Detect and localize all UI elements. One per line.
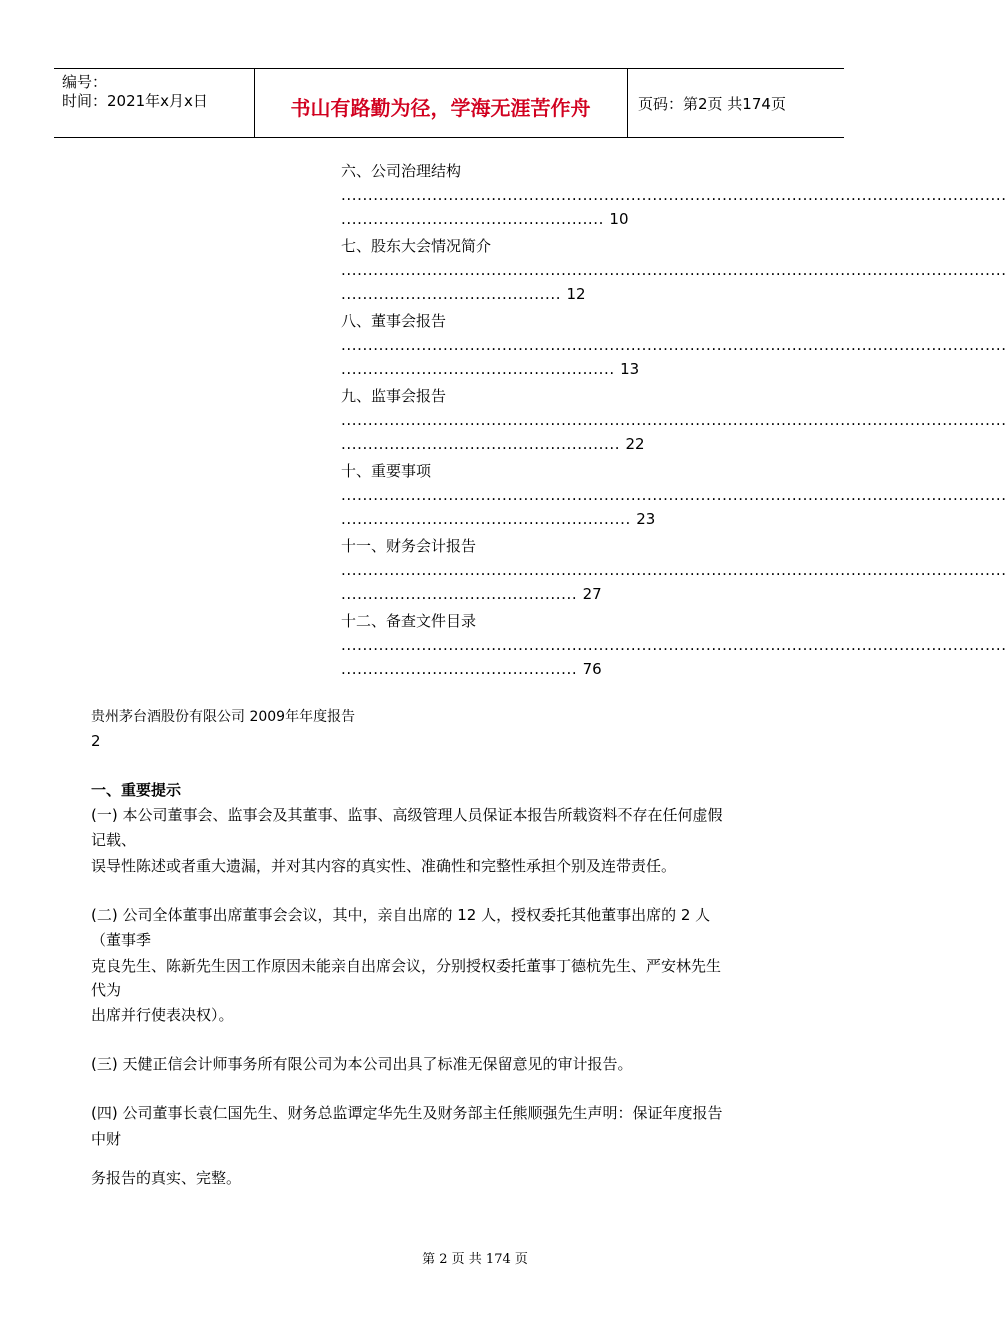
toc-entry-title: 十二、备查文件目录: [341, 612, 477, 630]
paragraph-1-line-1: (一) 本公司董事会、监事会及其董事、监事、高级管理人员保证本报告所载资料不存在任何虚假: [91, 806, 723, 824]
paragraph-3-line-1: (三) 天健正信会计师事务所有限公司为本公司出具了标准无保留意见的审计报告。: [91, 1055, 633, 1073]
toc-leader-dots-end: .................................................: [341, 210, 610, 228]
motto: 书山有路勤为径，学海无涯苦作舟: [290, 96, 591, 120]
toc-leader-dots-end: .........................................: [341, 285, 567, 303]
paragraph-2-line-5: 出席并行使表决权）。: [91, 1006, 234, 1024]
paragraph-4-line-3: 务报告的真实、完整。: [91, 1169, 242, 1187]
toc-entry[interactable]: [341, 458, 1007, 533]
toc-page-number: 13: [620, 360, 640, 378]
toc-entry[interactable]: [341, 233, 1007, 308]
toc-leader-line: [341, 660, 602, 678]
toc-leader-dots: ............................................................................................................................: [341, 186, 1007, 204]
toc-leader-dots-end: ............................................: [341, 585, 583, 603]
toc-entry[interactable]: [341, 383, 1007, 458]
toc-leader-dots: ............................................................................................................................: [341, 336, 1007, 354]
toc-page-number: 22: [625, 435, 645, 453]
paragraph-4-line-2: 中财: [91, 1130, 122, 1148]
toc-page-number: 10: [609, 210, 629, 228]
toc-entry-title: 六、公司治理结构: [341, 162, 462, 180]
paragraph-2-line-1: (二) 公司全体董事出席董事会会议，其中，亲自出席的 12 人，授权委托其他董事出席的 2 人: [91, 906, 711, 924]
toc-entry-title: 八、董事会报告: [341, 312, 447, 330]
document-header: [54, 68, 844, 138]
toc-page-number: 23: [636, 510, 656, 528]
paragraph-2-line-4: 代为: [91, 981, 122, 999]
toc-leader-dots-end: ...................................................: [341, 360, 621, 378]
toc-entry[interactable]: [341, 608, 1007, 683]
time-label: 时间：2021年x月x日: [62, 92, 208, 110]
toc-entry-title: 十一、财务会计报告: [341, 537, 477, 555]
toc-leader-dots: ............................................................................................................................: [341, 486, 1007, 504]
toc-entry[interactable]: [341, 533, 1007, 608]
header-meta-cell: [54, 69, 255, 137]
toc-page-number: 76: [582, 660, 602, 678]
toc-leader-line: [341, 360, 639, 378]
toc-entry-title: 九、监事会报告: [341, 387, 447, 405]
toc-leader-line: [341, 435, 645, 453]
toc-leader-line: [341, 285, 586, 303]
paragraph-4-line-1: (四) 公司董事长袁仁国先生、财务总监谭定华先生及财务部主任熊顺强先生声明：保证年度报告: [91, 1104, 723, 1122]
page-number-line: 2: [91, 732, 101, 750]
toc-leader-dots: ............................................................................................................................: [341, 561, 1007, 579]
table-of-contents: [341, 158, 1007, 683]
toc-leader-dots-end: ......................................................: [341, 510, 637, 528]
company-line: 贵州茅台酒股份有限公司 2009年年度报告: [91, 709, 356, 725]
header-motto-cell: [254, 69, 628, 137]
toc-entry-title: 七、股东大会情况简介: [341, 237, 492, 255]
toc-leader-dots: ............................................................................................................................: [341, 636, 1007, 654]
toc-leader-line: [341, 510, 655, 528]
page-footer: 第 2 页 共 174 页: [422, 1252, 528, 1267]
toc-entry[interactable]: [341, 308, 1007, 383]
paragraph-1-line-2: 记载、: [91, 831, 137, 849]
toc-leader-dots: ............................................................................................................................: [341, 411, 1007, 429]
section-title: 一、重要提示: [91, 781, 182, 799]
paragraph-2-line-3: 克良先生、陈新先生因工作原因未能亲自出席会议，分别授权委托董事丁德杭先生、严安林先生: [91, 957, 722, 975]
toc-page-number: 12: [566, 285, 586, 303]
toc-entry-title: 十、重要事项: [341, 462, 432, 480]
number-label: 编号：: [62, 73, 108, 91]
toc-entry[interactable]: [341, 158, 1007, 233]
toc-leader-dots-end: ....................................................: [341, 435, 626, 453]
toc-leader-dots: ............................................................................................................................: [341, 261, 1007, 279]
header-page-label: 页码：第2页 共174页: [638, 95, 786, 113]
paragraph-2-line-2: （董事季: [91, 931, 152, 949]
toc-leader-dots-end: ............................................: [341, 660, 583, 678]
header-page-cell: [628, 69, 844, 137]
paragraph-1-line-3: 误导性陈述或者重大遗漏，并对其内容的真实性、准确性和完整性承担个别及连带责任。: [91, 857, 677, 875]
toc-leader-line: [341, 585, 602, 603]
toc-page-number: 27: [582, 585, 602, 603]
toc-leader-line: [341, 210, 629, 228]
